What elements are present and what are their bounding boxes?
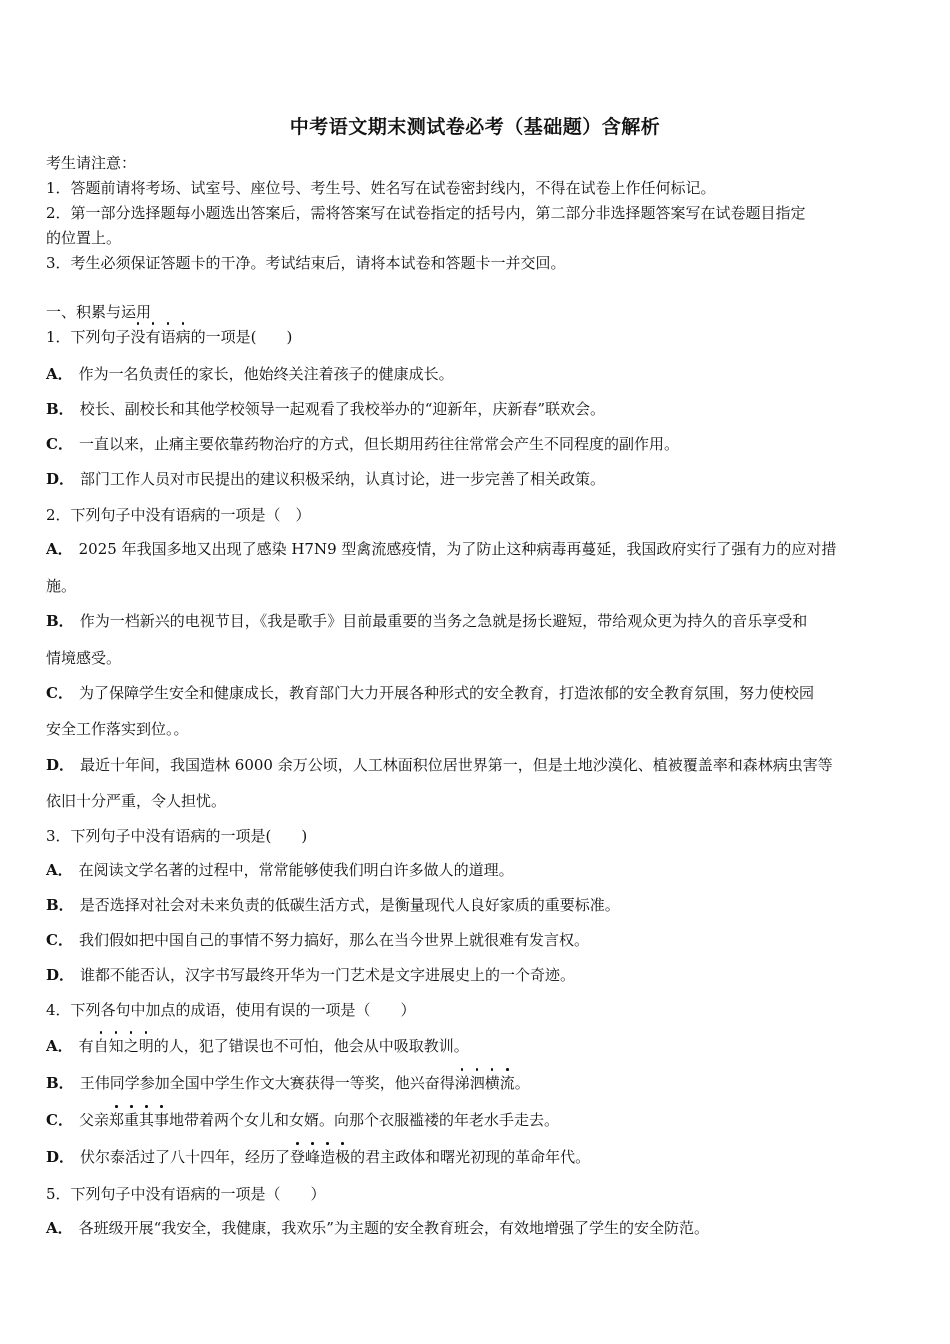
page-title: 中考语文期末测试卷必考（基础题）含解析 — [289, 116, 661, 138]
question-1-stem: 1．下列句子没有语病的一项是( ) — [46, 328, 293, 346]
emphasis-char: 明 — [138, 1037, 154, 1055]
question-2-option-b[interactable]: B． 作为一档新兴的电视节目，《我是歌手》目前最重要的当务之急就是扬长避短，带给观众更为持久的音乐享受和 — [46, 612, 808, 630]
notice-item: 3．考生必须保证答题卡的干净。考试结束后，请将本试卷和答题卡一并交回。 — [46, 254, 566, 272]
question-3-option-d[interactable]: D． 谁都不能否认，汉字书写最终开华为一门艺术是文字进展史上的一个奇迹。 — [46, 966, 576, 984]
emphasis-char: 郑 — [108, 1111, 124, 1129]
emphasis-char: 极 — [335, 1148, 351, 1166]
emphasis-char: 知 — [108, 1037, 124, 1055]
question-1-option-d[interactable]: D． 部门工作人员对市民提出的建议积极采纳，认真讨论，进一步完善了相关政策。 — [46, 470, 606, 488]
notice-item: 2．第一部分选择题每小题选出答案后，需将答案写在试卷指定的括号内，第二部分非选择题答案写在试卷题目指定 — [46, 204, 806, 222]
question-1-option-c[interactable]: C． 一直以来，止痛主要依靠药物治疗的方式，但长期用药往往常常会产生不同程度的副作用。 — [46, 435, 679, 453]
question-2-option-c[interactable]: C． 为了保障学生安全和健康成长，教育部门大力开展各种形式的安全教育，打造浓郁的安全教育氛围，努力使校园 — [46, 684, 814, 702]
dotted-idiom — [455, 1074, 515, 1092]
question-3-option-c[interactable]: C． 我们假如把中国自己的事情不努力搞好，那么在当今世界上就很难有发言权。 — [46, 931, 589, 949]
question-3-option-a[interactable]: A． 在阅读文学名著的过程中，常常能够使我们明白许多做人的道理。 — [46, 861, 514, 879]
question-5-stem: 5．下列句子中没有语病的一项是（ ） — [46, 1185, 326, 1203]
emphasis-char: 造 — [320, 1148, 336, 1166]
question-2-stem: 2．下列句子中没有语病的一项是（ ） — [46, 506, 311, 524]
dotted-emphasis — [131, 328, 191, 346]
emphasis-char: 泗 — [469, 1074, 485, 1092]
question-4-stem: 4．下列各句中加点的成语，使用有误的一项是（ ） — [46, 1001, 416, 1019]
emphasis-char: 有 — [145, 328, 161, 346]
question-4-option-a[interactable]: A． 有自知之明的人，犯了错误也不可怕，他会从中吸取教训。 — [46, 1037, 469, 1055]
emphasis-char: 之 — [123, 1037, 139, 1055]
emphasis-char: 病 — [175, 328, 191, 346]
emphasis-char: 登 — [290, 1148, 306, 1166]
question-2-option-a-cont: 施。 — [46, 577, 77, 595]
emphasis-char: 涕 — [454, 1074, 470, 1092]
question-4-option-d[interactable]: D． 伏尔泰活过了八十四年，经历了登峰造极的君主政体和曙光初现的革命年代。 — [46, 1148, 591, 1166]
emphasis-char: 流 — [499, 1074, 515, 1092]
emphasis-char: 重 — [123, 1111, 139, 1129]
section-heading: 一、积累与运用 — [46, 303, 152, 321]
notice-heading: 考生请注意： — [46, 154, 137, 172]
question-1-option-a[interactable]: A． 作为一名负责任的家长，他始终关注着孩子的健康成长。 — [46, 365, 454, 383]
question-2-option-d[interactable]: D． 最近十年间，我国造林 6000 余万公顷，人工林面积位居世界第一，但是土地沙漠化、植被覆盖率和森林病虫害等 — [46, 756, 833, 774]
emphasis-char: 峰 — [305, 1148, 321, 1166]
question-5-option-a[interactable]: A． 各班级开展“我安全，我健康，我欢乐”为主题的安全教育班会，有效地增强了学生的安全防范。 — [46, 1219, 709, 1237]
question-4-option-c[interactable]: C． 父亲郑重其事地带着两个女儿和女婿。向那个衣服褴褛的年老水手走去。 — [46, 1111, 560, 1129]
question-2-option-a[interactable]: A． 2025 年我国多地又出现了感染 H7N9 型禽流感疫情，为了防止这种病毒再蔓延，我国政府实行了强有力的应对措 — [46, 540, 837, 558]
notice-item: 的位置上。 — [46, 229, 122, 247]
question-2-option-d-cont: 依旧十分严重，令人担忧。 — [46, 792, 227, 810]
question-2-option-c-cont: 安全工作落实到位。。 — [46, 720, 189, 738]
notice-item: 1．答题前请将考场、试室号、座位号、考生号、姓名写在试卷密封线内，不得在试卷上作任何标记。 — [46, 179, 716, 197]
question-3-option-b[interactable]: B． 是否选择对社会对未来负责的低碳生活方式，是衡量现代人良好家质的重要标准。 — [46, 896, 620, 914]
dotted-idiom — [94, 1037, 154, 1055]
question-1-option-b[interactable]: B． 校长、副校长和其他学校领导一起观看了我校举办的“迎新年，庆新春”联欢会。 — [46, 400, 606, 418]
dotted-idiom — [290, 1148, 350, 1166]
emphasis-char: 自 — [93, 1037, 109, 1055]
dotted-idiom — [109, 1111, 169, 1129]
emphasis-char: 其 — [139, 1111, 155, 1129]
emphasis-char: 没 — [130, 328, 146, 346]
question-4-option-b[interactable]: B． 王伟同学参加全国中学生作文大赛获得一等奖，他兴奋得涕泗横流。 — [46, 1074, 530, 1092]
question-3-stem: 3．下列句子中没有语病的一项是( ) — [46, 827, 308, 845]
question-2-option-b-cont: 情境感受。 — [46, 649, 122, 667]
emphasis-char: 语 — [160, 328, 176, 346]
emphasis-char: 横 — [484, 1074, 500, 1092]
emphasis-char: 事 — [154, 1111, 170, 1129]
